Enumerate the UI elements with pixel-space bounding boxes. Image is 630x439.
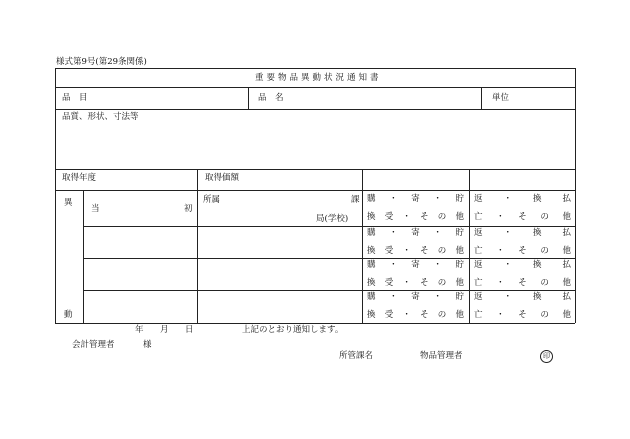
reason-char: 他 [562,310,571,320]
reason-line-b-3-bottom [474,310,571,320]
reason-char: 返 [474,260,483,270]
reason-char: の [540,212,549,222]
acquisition-price-label: 取得価額 [205,173,240,183]
style-number: 様式第9号(第29条関係) [56,57,147,67]
footer-month: 月 [160,325,169,335]
reason-line-b-2-top [474,260,571,270]
reason-char: ・ [433,292,442,302]
reason-char: 換 [532,292,542,302]
reason-char: の [437,278,447,288]
reason-char: ・ [389,260,398,270]
reason-char: 購 [367,260,376,270]
reason-char: ・ [389,194,398,204]
reason-char: ・ [503,260,512,270]
reason-char: 他 [455,246,464,256]
reason-char: 他 [455,278,464,288]
form-title: 重要物品異動状況通知書 [255,73,382,83]
reason-char: 受 [384,212,394,222]
seal-mark: 印 [540,350,553,363]
movement-label-bottom: 動 [64,310,73,320]
accounting-manager-sama: 様 [143,340,152,350]
reason-char: ・ [402,278,411,288]
reason-char: の [540,246,549,256]
reason-line-a-1-top [367,228,464,238]
reason-char: ・ [503,194,512,204]
reason-char: 貯 [455,194,464,204]
dept-kyoku: 局(学校) [316,214,349,224]
reason-line-a-3-top [367,292,464,302]
reason-char: そ [420,310,429,320]
reason-char: 亡 [474,310,483,320]
reason-char: 受 [384,278,394,288]
movement-label-top: 異 [64,198,73,208]
reason-char: 払 [562,292,571,302]
footer-day: 日 [185,325,194,335]
reason-char: 貯 [455,228,464,238]
reason-char: の [540,310,549,320]
reason-char: ・ [402,310,411,320]
reason-char: 返 [474,228,483,238]
reason-char: 亡 [474,246,483,256]
header-item: 品 目 [62,93,88,103]
dept-ka: 課 [351,195,360,205]
reason-char: ・ [433,194,442,204]
reason-char: ・ [496,212,505,222]
reason-char: ・ [496,278,505,288]
reason-char: 換 [367,310,376,320]
reason-char: 購 [367,292,376,302]
reason-char: そ [518,246,527,256]
reason-char: 寄 [411,194,420,204]
reason-char: 払 [562,194,571,204]
accounting-manager-label: 会計管理者 [72,340,115,350]
reason-char: 払 [562,228,571,238]
reason-char: ・ [503,292,512,302]
reason-line-b-3-top [474,292,571,302]
reason-char: の [437,246,447,256]
reason-char: 換 [532,194,542,204]
reason-char: そ [420,212,429,222]
reason-char: そ [518,310,527,320]
reason-char: 他 [562,212,571,222]
reason-char: 貯 [455,292,464,302]
reason-char: 返 [474,292,483,302]
reason-char: 寄 [411,228,420,238]
reason-char: 払 [562,260,571,270]
reason-char: そ [518,278,527,288]
reason-char: 換 [367,246,376,256]
reason-line-b-2-bottom [474,278,571,288]
reason-char: ・ [389,292,398,302]
header-unit: 単位 [492,93,510,103]
reason-char: ・ [496,246,505,256]
reason-char: 他 [455,212,464,222]
reason-char: ・ [503,228,512,238]
reason-char: そ [420,278,429,288]
reason-line-b-0-top [474,194,571,204]
reason-char: 貯 [455,260,464,270]
reason-line-a-0-bottom [367,212,464,222]
reason-char: ・ [433,228,442,238]
initial-label-left: 当 [91,204,100,214]
acquisition-year-label: 取得年度 [62,173,97,183]
reason-char: 換 [532,228,542,238]
reason-char: 他 [562,246,571,256]
reason-char: 他 [455,310,464,320]
reason-char: 受 [384,246,394,256]
reason-char: ・ [433,260,442,270]
reason-char: 換 [367,212,376,222]
reason-line-a-2-top [367,260,464,270]
department-label: 所管課名 [339,351,374,361]
reason-char: の [437,310,447,320]
reason-char: ・ [496,310,505,320]
reason-char: 他 [562,278,571,288]
reason-line-b-1-top [474,228,571,238]
reason-line-a-0-top [367,194,464,204]
initial-label-right: 初 [184,204,193,214]
reason-char: 寄 [411,292,420,302]
reason-char: 受 [384,310,394,320]
reason-char: ・ [402,212,411,222]
reason-line-a-3-bottom [367,310,464,320]
footer-year: 年 [135,325,144,335]
property-manager-label: 物品管理者 [420,351,463,361]
reason-char: 換 [532,260,542,270]
reason-line-b-1-bottom [474,246,571,256]
quality-label: 品質、形状、寸法等 [62,112,139,122]
reason-char: 購 [367,228,376,238]
header-name: 品 名 [258,93,284,103]
reason-line-a-2-bottom [367,278,464,288]
dept-label: 所属 [203,195,221,205]
reason-char: そ [420,246,429,256]
reason-char: 返 [474,194,483,204]
reason-char: 亡 [474,212,483,222]
reason-char: の [540,278,549,288]
reason-line-b-0-bottom [474,212,571,222]
reason-line-a-1-bottom [367,246,464,256]
reason-char: ・ [402,246,411,256]
reason-char: 購 [367,194,376,204]
footer-notice: 上記のとおり通知します。 [242,325,344,335]
reason-char: 換 [367,278,376,288]
reason-char: 寄 [411,260,420,270]
reason-char: そ [518,212,527,222]
reason-char: 亡 [474,278,483,288]
reason-char: の [437,212,447,222]
reason-char: ・ [389,228,398,238]
